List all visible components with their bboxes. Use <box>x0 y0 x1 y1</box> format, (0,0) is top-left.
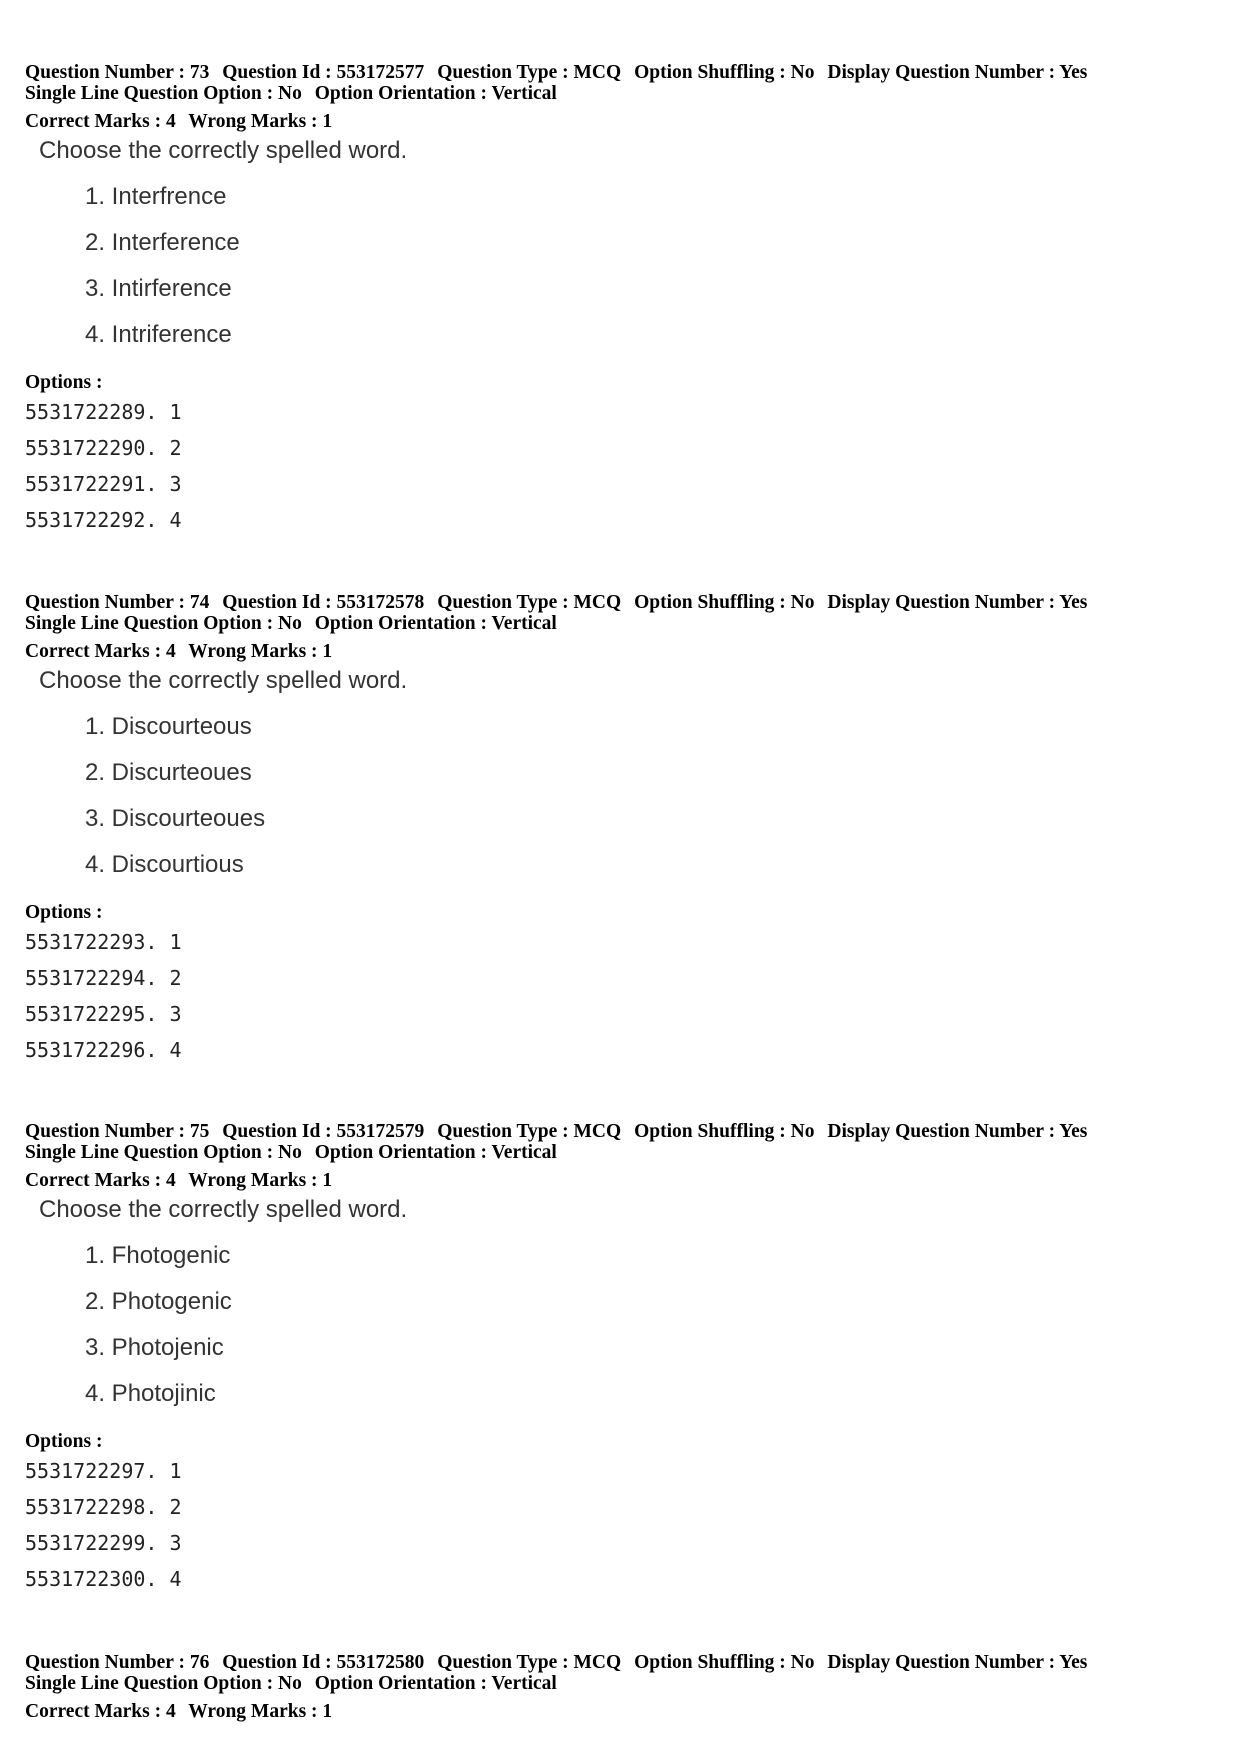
choice-item: 3. Photojenic <box>85 1334 224 1361</box>
question-meta-line-2 <box>25 1142 1225 1163</box>
question-meta-line-1 <box>25 592 1225 613</box>
option-orientation: Option Orientation : Vertical <box>314 1673 557 1694</box>
options-label: Options : <box>25 1431 103 1452</box>
choice-item: 2. Photogenic <box>85 1288 232 1315</box>
correct-marks: Correct Marks : 4 <box>25 1170 176 1191</box>
option-id-row: 5531722295. 3 <box>25 1002 182 1026</box>
option-id-row: 5531722296. 4 <box>25 1038 182 1062</box>
question-block-74 <box>25 592 1225 1062</box>
question-body <box>39 1195 1225 1409</box>
wrong-marks: Wrong Marks : 1 <box>188 1170 333 1191</box>
question-text: Choose the correctly spelled word. <box>39 1196 408 1223</box>
choice-item: 4. Discourtious <box>85 851 244 878</box>
question-marks <box>25 1701 1225 1722</box>
question-meta-line-2 <box>25 1673 1225 1694</box>
option-id-row: 5531722290. 2 <box>25 436 182 460</box>
display-question-number: Display Question Number : Yes <box>827 1121 1088 1142</box>
correct-marks: Correct Marks : 4 <box>25 1701 176 1722</box>
display-question-number: Display Question Number : Yes <box>827 62 1088 83</box>
option-shuffling: Option Shuffling : No <box>634 1121 815 1142</box>
wrong-marks: Wrong Marks : 1 <box>188 1701 333 1722</box>
option-shuffling: Option Shuffling : No <box>634 1652 815 1673</box>
question-id: Question Id : 553172580 <box>222 1652 425 1673</box>
question-id: Question Id : 553172578 <box>222 592 425 613</box>
options-list <box>25 1459 1225 1591</box>
question-block-76 <box>25 1652 1225 1722</box>
single-line-question-option: Single Line Question Option : No <box>25 83 302 104</box>
question-type: Question Type : MCQ <box>437 1652 622 1673</box>
choice-item: 4. Intriference <box>85 321 232 348</box>
choice-item: 2. Interference <box>85 229 240 256</box>
single-line-question-option: Single Line Question Option : No <box>25 613 302 634</box>
question-text: Choose the correctly spelled word. <box>39 137 408 164</box>
option-shuffling: Option Shuffling : No <box>634 592 815 613</box>
question-meta-line-1 <box>25 1652 1225 1673</box>
question-number: Question Number : 75 <box>25 1121 210 1142</box>
question-text: Choose the correctly spelled word. <box>39 667 408 694</box>
question-number: Question Number : 76 <box>25 1652 210 1673</box>
option-id-row: 5531722294. 2 <box>25 966 182 990</box>
question-block-73 <box>25 62 1225 532</box>
options-list <box>25 930 1225 1062</box>
question-meta-line-2 <box>25 613 1225 634</box>
question-body <box>39 666 1225 880</box>
question-number: Question Number : 73 <box>25 62 210 83</box>
choice-item: 4. Photojinic <box>85 1380 216 1407</box>
choice-item: 1. Interfrence <box>85 183 227 210</box>
option-id-row: 5531722293. 1 <box>25 930 182 954</box>
option-orientation: Option Orientation : Vertical <box>314 83 557 104</box>
correct-marks: Correct Marks : 4 <box>25 111 176 132</box>
question-marks <box>25 111 1225 132</box>
option-id-row: 5531722299. 3 <box>25 1531 182 1555</box>
choice-item: 1. Discourteous <box>85 713 252 740</box>
option-id-row: 5531722298. 2 <box>25 1495 182 1519</box>
choice-item: 3. Discourteoues <box>85 805 266 832</box>
question-meta-line-2 <box>25 83 1225 104</box>
question-meta-line-1 <box>25 62 1225 83</box>
question-type: Question Type : MCQ <box>437 1121 622 1142</box>
display-question-number: Display Question Number : Yes <box>827 1652 1088 1673</box>
display-question-number: Display Question Number : Yes <box>827 592 1088 613</box>
options-list <box>25 400 1225 532</box>
question-block-75 <box>25 1121 1225 1591</box>
options-label: Options : <box>25 372 103 393</box>
question-type: Question Type : MCQ <box>437 592 622 613</box>
question-marks <box>25 1170 1225 1191</box>
option-orientation: Option Orientation : Vertical <box>314 613 557 634</box>
single-line-question-option: Single Line Question Option : No <box>25 1673 302 1694</box>
option-shuffling: Option Shuffling : No <box>634 62 815 83</box>
question-body <box>39 136 1225 350</box>
correct-marks: Correct Marks : 4 <box>25 641 176 662</box>
choice-item: 2. Discurteoues <box>85 759 252 786</box>
options-label: Options : <box>25 902 103 923</box>
single-line-question-option: Single Line Question Option : No <box>25 1142 302 1163</box>
wrong-marks: Wrong Marks : 1 <box>188 641 333 662</box>
option-id-row: 5531722292. 4 <box>25 508 182 532</box>
question-id: Question Id : 553172579 <box>222 1121 425 1142</box>
question-number: Question Number : 74 <box>25 592 210 613</box>
option-id-row: 5531722291. 3 <box>25 472 182 496</box>
question-meta-line-1 <box>25 1121 1225 1142</box>
option-id-row: 5531722300. 4 <box>25 1567 182 1591</box>
question-type: Question Type : MCQ <box>437 62 622 83</box>
choice-item: 1. Fhotogenic <box>85 1242 231 1269</box>
question-id: Question Id : 553172577 <box>222 62 425 83</box>
option-orientation: Option Orientation : Vertical <box>314 1142 557 1163</box>
choice-item: 3. Intirference <box>85 275 232 302</box>
wrong-marks: Wrong Marks : 1 <box>188 111 333 132</box>
option-id-row: 5531722289. 1 <box>25 400 182 424</box>
option-id-row: 5531722297. 1 <box>25 1459 182 1483</box>
question-marks <box>25 641 1225 662</box>
